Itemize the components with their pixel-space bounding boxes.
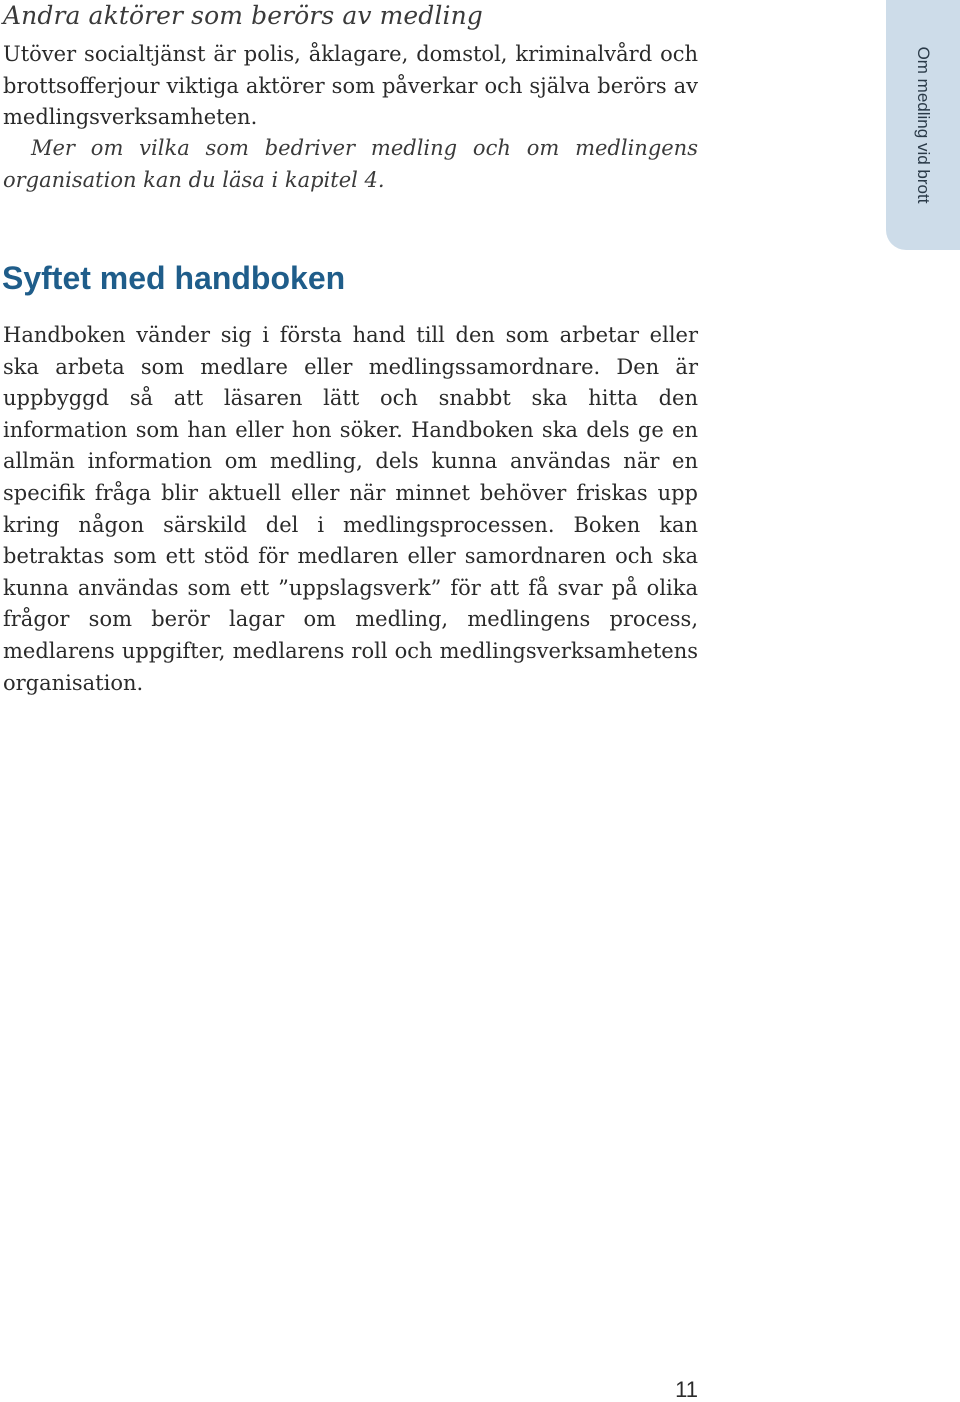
subheading-andra-aktorer: Andra aktörer som berörs av medling [3,1,483,30]
chapter-side-tab [886,0,960,250]
italic-note-kapitel: Mer om vilka som bedriver medling och om medlingens organisation kan du läsa i kapitel 4. [3,136,698,192]
paragraph-syftet: Handboken vänder sig i första hand till den som arbetar eller ska arbeta som medlare eller medlingssamordnare. Den är uppbyggd så att läsaren lätt och snabbt ska hitta den information som han eller hon söker. Handboken ska dels ge en allmän information om medling, dels kunna användas när en specifik fråga blir aktuell eller när minnet behöver friskas upp kring någon särskild del i medlingsprocessen. Boken kan betraktas som ett stöd för medlaren eller samordnaren och ska kunna användas som ett ”uppslagsverk” för att få svar på olika frågor som berör lagar om medling, medlingens process, medlarens uppgifter, medlarens roll och medlingsverksamhetens organisation. [3,323,698,695]
chapter-tab-label: Om medling vid brott [914,46,933,204]
section-title-syftet: Syftet med handboken [2,260,346,296]
paragraph-aktorer: Utöver socialtjänst är polis, åklagare, domstol, kriminalvård och brottsofferjour viktiga aktörer som påverkar och själva berörs av medlingsverksamheten. [3,42,698,130]
page-number: 11 [675,1377,698,1402]
